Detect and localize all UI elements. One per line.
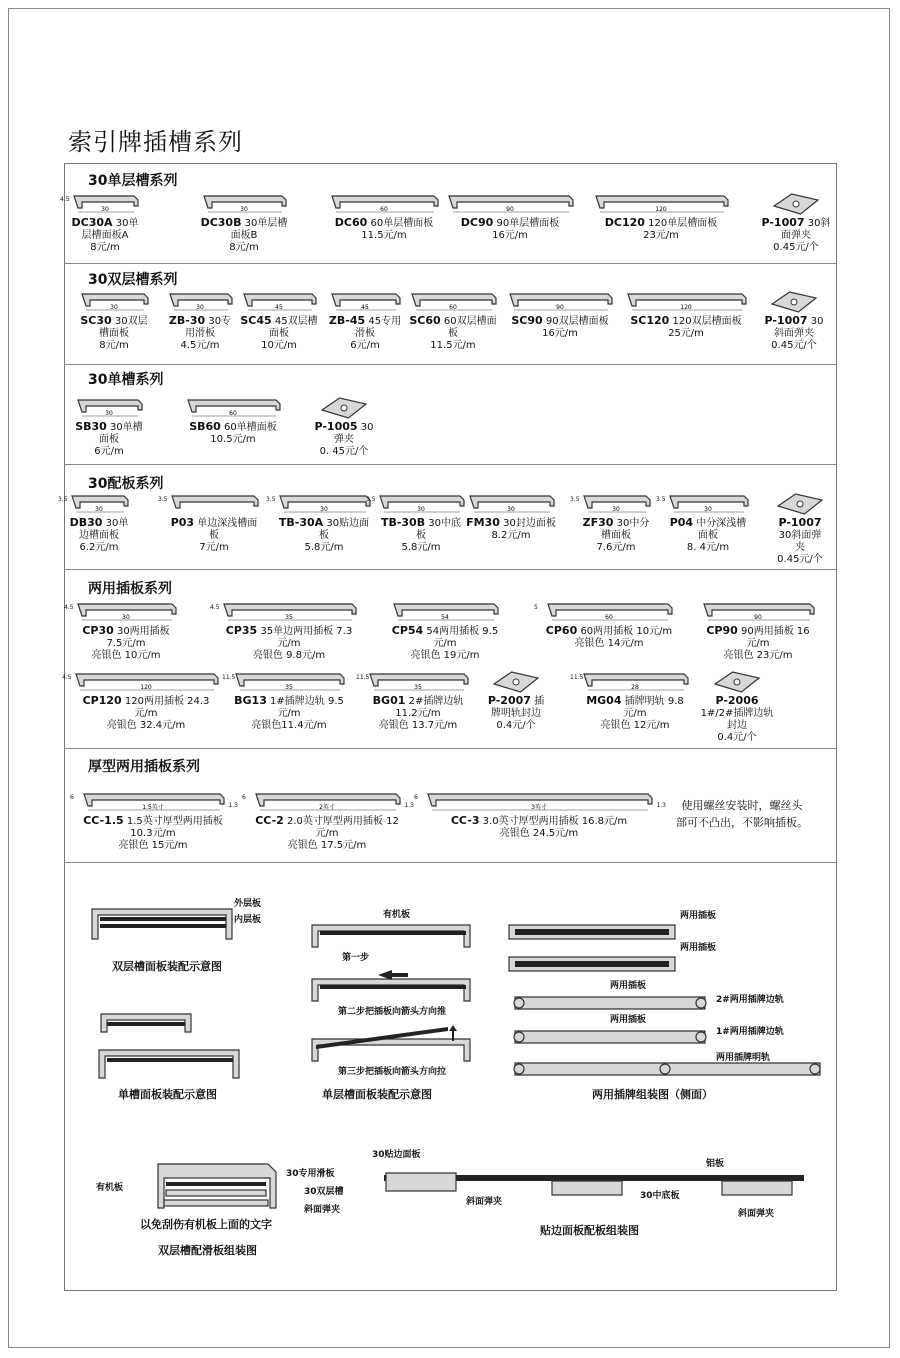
profile-icon [408,290,498,314]
product-desc: 30中分槽面板 [601,518,650,541]
section-title: 厚型两用插板系列 [88,759,200,775]
product-price: 8. 4元/m [686,542,730,553]
product-code: MG04 [586,694,622,707]
product-code: P03 [170,516,195,529]
diagram-caption: 双层槽面板装配示意图 [112,960,222,973]
product-desc: 60双层槽面板 [443,316,497,339]
svg-text:30: 30 [101,206,109,213]
product-price: 6元/m [350,340,380,351]
product-card [484,670,548,732]
product-desc: 单边深浅槽面板 [197,518,258,541]
svg-text:30: 30 [320,506,328,513]
svg-text:90: 90 [754,614,762,621]
product-card [390,600,500,662]
product-desc: 60单层槽面板 [370,218,434,229]
profile-icon [72,670,220,694]
product-code: P-1007 [764,314,808,327]
product-code: CP35 [225,624,258,637]
profile-icon [424,790,654,814]
product-desc: 1#插牌边轨 9.5元/m [270,696,344,719]
section-divider [64,569,837,570]
product-desc: 30斜面弹夹 [778,530,822,553]
product-desc: 45专用滑板 [355,316,402,339]
diagram-label: 两用插板 [680,911,717,921]
diagram-label: 30专用滑板 [286,1169,335,1179]
product-code: DC30B [200,216,242,229]
svg-text:60: 60 [229,410,237,417]
product-code: DC90 [460,216,494,229]
product-card [700,670,774,744]
product-code: SC90 [511,314,543,327]
side-dim: 3.5 [58,496,68,503]
profile-icon [78,290,150,314]
product-price: 4.5元/m [180,340,220,351]
right-dim: 1.3 [404,802,414,809]
product-code: P-2006 [715,694,759,707]
product-card [200,192,288,254]
product-card [266,492,372,554]
profile-icon [376,492,466,516]
product-card [166,290,234,352]
product-code: BG13 [234,694,267,707]
product-card [414,790,666,840]
product-desc: 1#/2#插牌边轨封边 [700,708,774,731]
product-code: CC-3 [450,814,480,827]
product-card [78,290,150,352]
profile-icon [184,396,282,420]
product-price: 7元/m [199,542,229,553]
profile-icon [74,600,178,624]
svg-text:120: 120 [140,684,152,691]
product-price: 11.5元/m [430,340,476,351]
diagram-caption: 两用插牌组装图（侧面） [592,1088,713,1101]
svg-text:30: 30 [95,506,103,513]
product-desc: 30弹夹 [334,422,374,445]
svg-text:60: 60 [605,614,613,621]
svg-text:30: 30 [704,506,712,513]
product-price: 8元/m [229,242,259,253]
product-card [760,192,832,254]
product-price: 亮银色 15元/m [118,840,188,851]
side-dim: 6 [70,794,74,801]
side-dim: 4.5 [64,604,74,611]
product-card [328,290,402,352]
profile-icon [68,492,130,516]
product-code: SC45 [240,314,272,327]
slider-diagram [150,1160,280,1215]
profile-icon [74,396,144,420]
product-desc: 45双层槽面板 [269,316,318,339]
product-card [240,290,318,352]
product-card [624,290,748,340]
svg-text:2英寸: 2英寸 [319,804,335,811]
product-price: 亮银色11.4元/m [251,720,327,731]
product-desc: 90双层槽面板 [545,316,609,327]
diagram-label: 斜面弹夹 [466,1197,503,1207]
product-price: 5.8元/m [401,542,441,553]
svg-text:120: 120 [680,304,692,311]
diagram-caption: 单层槽面板装配示意图 [322,1088,432,1101]
product-card [570,670,690,732]
diagram-label: 两用插牌明轨 [716,1053,771,1063]
product-price: 23元/m [643,230,679,241]
product-price: 7.6元/m [596,542,636,553]
diagram-caption: 双层槽配滑板组装图 [158,1244,257,1257]
diagram-label: 外层板 [234,899,262,909]
product-price: 亮银色 32.4元/m [106,720,186,731]
profile-icon [764,290,824,314]
product-code: CP90 [706,624,738,637]
profile-icon [760,192,832,216]
product-card [184,396,282,446]
product-desc: 30斜面弹夹 [774,316,824,339]
product-code: DC120 [604,216,645,229]
diagram-label: 第一步 [342,953,370,963]
svg-text:30: 30 [122,614,130,621]
product-price: 25元/m [668,328,704,339]
section-divider [64,862,837,863]
product-price: 8元/m [90,242,120,253]
svg-text:35: 35 [414,684,422,691]
profile-icon [445,192,575,216]
product-card [570,492,652,554]
product-price: 0.45元/个 [771,340,817,351]
profile-icon [580,492,652,516]
product-desc: 120双层槽面板 [672,316,742,327]
diagram-label: 有机板 [96,1183,124,1193]
product-desc: 30封边面板 [503,518,556,529]
profile-icon [506,290,614,314]
product-desc: 30专用滑板 [185,316,232,339]
product-code: SC120 [630,314,670,327]
svg-text:30: 30 [196,304,204,311]
svg-text:30: 30 [110,304,118,311]
product-code: P-1007 [778,516,822,529]
diagram-caption: 单槽面板装配示意图 [118,1088,217,1101]
product-code: CP120 [82,694,122,707]
product-desc: 60单槽面板 [224,422,277,433]
profile-icon [200,192,288,216]
svg-text:30: 30 [105,410,113,417]
side-dim: 3.5 [158,496,168,503]
product-price: 5.8元/m [304,542,344,553]
product-desc: 30单槽面板 [99,422,143,445]
profile-icon [484,670,548,694]
product-desc: 90两用插板 16元/m [741,626,810,649]
product-price: 亮银色 17.5元/m [287,840,367,851]
profile-icon [252,790,402,814]
profile-icon [220,600,358,624]
product-code: SB30 [75,420,107,433]
product-code: ZB-45 [328,314,366,327]
diagram-label: 30双层槽 [304,1187,344,1197]
product-card [222,670,346,732]
product-desc: 插牌明轨 9.8元/m [623,696,684,719]
product-price: 0.4元/个 [717,732,757,743]
product-code: TB-30B [380,516,426,529]
right-dim: 1.3 [656,802,666,809]
diagram-label: 内层板 [234,915,262,925]
product-code: SC30 [80,314,112,327]
profile-icon [774,492,826,516]
product-price: 6.2元/m [79,542,119,553]
product-desc: 30贴边面板 [319,518,370,541]
product-desc: 120两用插板 24.3元/m [124,696,210,719]
product-card [60,192,140,254]
product-code: DC60 [334,216,368,229]
product-card [356,670,470,732]
side-dim: 3.5 [570,496,580,503]
product-desc: 120单层槽面板 [648,218,718,229]
installation-note: 使用螺丝安装时，螺丝头 部可不凸出，不影响插板。 [676,799,808,829]
product-desc: 3.0英寸厚型两用插板 16.8元/m [482,816,628,827]
product-code: CP30 [82,624,114,637]
product-price: 亮银色 10元/m [91,650,161,661]
product-price: 11.5元/m [361,230,407,241]
profile-icon [666,492,750,516]
svg-text:30: 30 [612,506,620,513]
product-card [312,396,376,458]
diagram-label: 第三步把插板向箭头方向拉 [338,1067,447,1077]
product-desc: 中分深浅槽面板 [696,518,747,541]
product-card [210,600,358,662]
diagram-note: 以免刮伤有机板上面的文字 [140,1218,272,1231]
profile-icon [80,790,226,814]
product-price: 10.5元/m [210,434,256,445]
right-dim: 1.3 [228,802,238,809]
product-price: 16元/m [492,230,528,241]
product-price: 6元/m [94,446,124,457]
side-dim: 3.5 [366,496,376,503]
product-price: 亮银色 23元/m [723,650,793,661]
product-desc: 30双层槽面板 [99,316,148,339]
side-dim: 4.5 [60,196,70,203]
diagram-label: 两用插板 [610,981,647,991]
diagram-label: 有机板 [383,910,411,920]
product-desc: 30单层槽面板B [230,218,288,241]
product-code: TB-30A [278,516,324,529]
product-card [62,670,220,732]
product-code: BG01 [372,694,406,707]
svg-text:35: 35 [285,684,293,691]
product-price: 0.45元/个 [777,554,823,565]
profile-icon [624,290,748,314]
side-dim: 4.5 [62,674,72,681]
product-desc: 2.0英寸厚型两用插板 12元/m [287,816,399,839]
product-code: CP60 [545,624,578,637]
product-card [328,192,440,242]
product-card [700,600,816,662]
diagram-label: 两用插板 [610,1015,647,1025]
side-dim: 11.5 [570,674,584,681]
product-code: P-1005 [314,420,358,433]
product-desc: 60两用插板 10元/m [580,626,673,637]
section-title: 30配板系列 [88,476,164,492]
product-desc: 35单边两用插板 7.3元/m [260,626,353,649]
product-price: 10元/m [261,340,297,351]
profile-icon [312,396,376,420]
diagram-label: 铝板 [706,1159,725,1169]
page-title: 索引牌插槽系列 [68,128,243,156]
product-desc: 54两用插板 9.5元/m [426,626,499,649]
product-price: 亮银色 9.8元/m [252,650,326,661]
product-price: 亮银色 13.7元/m [378,720,458,731]
svg-text:1.5英寸: 1.5英寸 [142,804,164,811]
side-dim: 6 [242,794,246,801]
single-slot-diagram [95,1010,245,1085]
product-card [656,492,750,554]
section-title: 30双层槽系列 [88,272,178,288]
edge-diagram [380,1165,810,1205]
profile-icon [390,600,500,624]
side-dim: 6 [414,794,418,801]
profile-icon [328,192,440,216]
profile-icon [700,670,774,694]
product-card [466,492,556,542]
profile-icon [328,290,402,314]
diagram-label: 两用插板 [680,943,717,953]
product-code: SB60 [189,420,221,433]
svg-text:45: 45 [361,304,369,311]
product-code: CC-2 [255,814,284,827]
product-card [408,290,498,352]
side-dim: 3.5 [266,496,276,503]
profile-icon [592,192,730,216]
product-code: P-2007 [487,694,531,707]
diagram-label: 1#两用插牌边轨 [716,1027,784,1037]
profile-icon [240,290,318,314]
product-price: 0.4元/个 [496,720,536,731]
product-code: ZB-30 [168,314,206,327]
product-card [58,492,130,554]
svg-text:60: 60 [380,206,388,213]
product-desc: 插牌明轨封边 [491,696,545,719]
profile-icon [166,290,234,314]
diagram-label: 2#两用插牌边轨 [716,995,784,1005]
dual-use-diagram [505,905,835,1085]
product-desc: 2#插牌边轨11.2元/m [395,696,464,719]
product-card [534,600,674,650]
section-title: 30单层槽系列 [88,173,178,189]
product-desc: 30单边槽面板 [79,518,129,541]
product-price: 8.2元/m [491,530,531,541]
profile-icon [70,192,140,216]
product-card [774,492,826,566]
profile-icon [232,670,346,694]
product-code: DB30 [69,516,103,529]
product-card [158,492,260,554]
product-code: P04 [669,516,694,529]
profile-icon [276,492,372,516]
product-desc: 1.5英寸厚型两用插板 10.3元/m [126,816,223,839]
product-card [242,790,414,852]
profile-icon [466,492,556,516]
product-card [70,790,238,852]
profile-icon [544,600,674,624]
product-code: CP54 [391,624,424,637]
product-code: FM30 [466,516,500,529]
section-title: 两用插板系列 [88,581,172,597]
diagram-label: 斜面弹夹 [304,1205,341,1215]
diagram-label: 斜面弹夹 [738,1209,775,1219]
svg-text:120: 120 [655,206,667,213]
section-divider [64,464,837,465]
double-slot-diagram [88,895,238,945]
diagram-label: 30中底板 [640,1191,680,1201]
svg-text:45: 45 [275,304,283,311]
product-desc: 90单层槽面板 [496,218,560,229]
side-dim: 11.5 [222,674,236,681]
product-price: 16元/m [542,328,578,339]
single-layer-diagram [308,905,478,1075]
side-dim: 4.5 [210,604,220,611]
diagram-label: 第二步把插板向箭头方向推 [338,1007,447,1017]
svg-text:3英寸: 3英寸 [531,804,547,811]
product-code: CC-1.5 [83,814,124,827]
product-desc: 30斜面弹夹 [781,218,831,241]
product-card [74,396,144,458]
product-code: ZF30 [582,516,614,529]
side-dim: 3.5 [656,496,666,503]
product-card [64,600,178,662]
section-divider [64,364,837,365]
product-card [506,290,614,340]
profile-icon [700,600,816,624]
product-code: DC30A [71,216,113,229]
side-dim: 5 [534,604,538,611]
svg-text:90: 90 [506,206,514,213]
svg-text:28: 28 [631,684,639,691]
product-price: 亮银色 24.5元/m [499,828,579,839]
product-desc: 30两用插板 7.5元/m [106,626,170,649]
svg-text:35: 35 [285,614,293,621]
product-card [445,192,575,242]
product-price: 亮银色 12元/m [600,720,670,731]
profile-icon [580,670,690,694]
product-price: 0.45元/个 [773,242,819,253]
product-price: 8元/m [99,340,129,351]
product-price: 0. 45元/个 [319,446,369,457]
product-desc: 30中底板 [416,518,462,541]
svg-text:90: 90 [556,304,564,311]
product-card [764,290,824,352]
svg-text:30: 30 [240,206,248,213]
diagram-label: 30贴边面板 [372,1150,421,1160]
svg-text:54: 54 [441,614,449,621]
product-price: 亮银色 19元/m [410,650,480,661]
product-card [592,192,730,242]
product-desc: 30单层槽面板A [81,218,139,241]
svg-text:30: 30 [417,506,425,513]
profile-icon [168,492,260,516]
diagram-caption: 贴边面板配板组装图 [540,1224,639,1237]
product-card [366,492,466,554]
section-divider [64,748,837,749]
product-price: 亮银色 14元/m [574,638,644,649]
section-divider [64,263,837,264]
svg-text:30: 30 [507,506,515,513]
side-dim: 11.5 [356,674,370,681]
section-title: 30单槽系列 [88,372,164,388]
profile-icon [366,670,470,694]
product-code: P-1007 [761,216,805,229]
product-code: SC60 [409,314,441,327]
svg-text:60: 60 [449,304,457,311]
